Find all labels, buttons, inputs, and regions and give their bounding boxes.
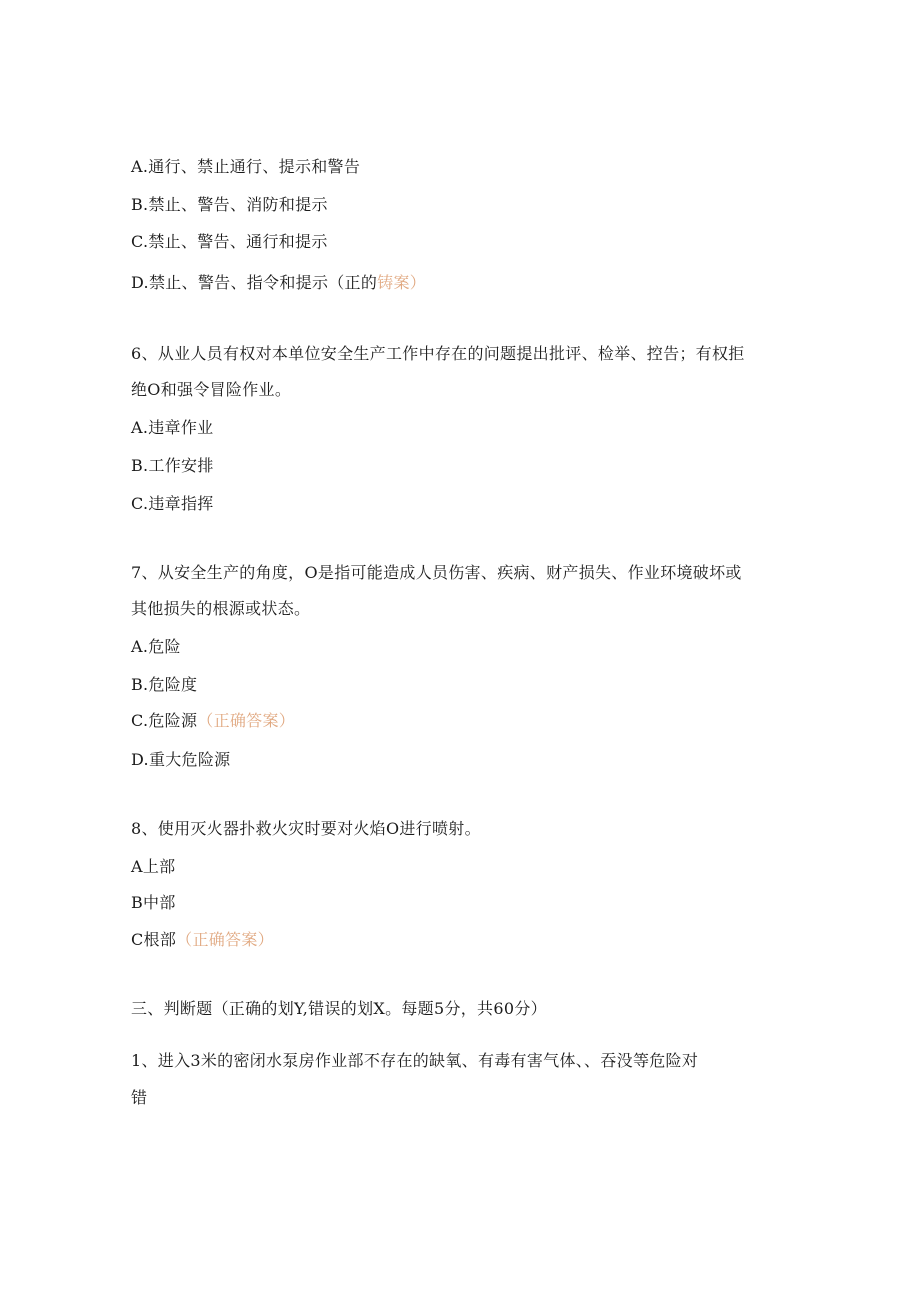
q8-stem: 8、使用灭火器扑救火灾时要对火焰O进行喷射。 (131, 819, 481, 838)
q7-stem-line2: 其他损失的根源或状态。 (131, 599, 311, 618)
q8-option-c-text: C根部 (131, 930, 177, 949)
q7-option-a: A.危险 (131, 637, 181, 656)
q5-option-d (131, 273, 426, 293)
q7-stem-line1: 7、从安全生产的角度，O是指可能造成人员伤害、疾病、财产损失、作业环境破坏或 (131, 563, 742, 582)
q5-option-a: A.通行、禁止通行、提示和警告 (131, 157, 361, 176)
q8-option-a: A上部 (131, 857, 176, 876)
q8-option-b: B中部 (131, 893, 176, 912)
q7-option-c (131, 711, 295, 731)
q6-option-b: B.工作安排 (131, 456, 214, 475)
q5-option-d-text: D.禁止、警告、指令和提示（正的 (131, 273, 378, 292)
section3-heading: 三、判断题（正确的划Y,错误的划X。每题5分，共60分） (131, 999, 547, 1018)
q8-correct-answer-mark: （正确答案） (176, 930, 274, 949)
q6-option-c: C.违章指挥 (131, 494, 214, 513)
q7-option-d: D.重大危险源 (131, 750, 231, 769)
q5-option-c: C.禁止、警告、通行和提示 (131, 232, 328, 251)
q7-option-c-text: C.危险源 (131, 711, 198, 730)
q6-option-a: A.违章作业 (131, 418, 214, 437)
q5-correct-answer-mark: 铸案） (377, 273, 427, 292)
q7-option-b: B.危险度 (131, 675, 198, 694)
q8-option-c (131, 930, 274, 950)
q5-option-b: B.禁止、警告、消防和提示 (131, 195, 328, 214)
tf1-stem: 1、进入3米的密闭水泵房作业部不存在的缺氧、有毒有害气体、、吞没等危险对 (131, 1051, 699, 1070)
q6-stem-line2: 绝O和强令冒险作业。 (131, 380, 292, 399)
tf1-answer: 错 (131, 1088, 148, 1107)
q7-correct-answer-mark: （正确答案） (197, 711, 296, 730)
q6-stem-line1: 6、从业人员有权对本单位安全生产工作中存在的问题提出批评、检举、控告；有权拒 (131, 344, 745, 363)
